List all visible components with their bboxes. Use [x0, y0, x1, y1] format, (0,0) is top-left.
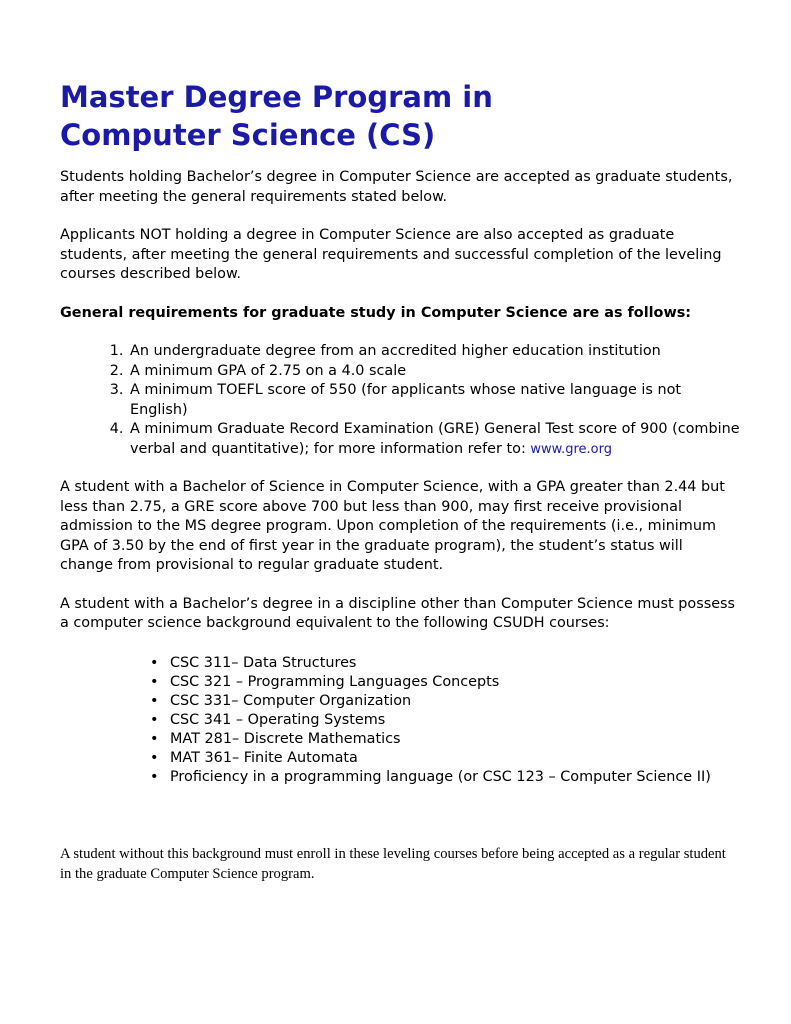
background-requirement-paragraph: A student with a Bachelor’s degree in a discipline other than Computer Science must possess a computer science background equivalent to the following CSUDH courses: — [60, 595, 736, 631]
leveling-courses-list — [60, 654, 740, 787]
requirement-item — [128, 342, 740, 362]
bullet-icon: • — [150, 654, 159, 671]
bullet-icon: • — [150, 711, 159, 728]
course-text: CSC 311– Data Structures — [170, 654, 357, 671]
document-body — [60, 78, 740, 884]
course-text: CSC 331– Computer Organization — [170, 692, 412, 709]
course-text: Proficiency in a programming language (or CSC 123 – Computer Science II) — [170, 768, 711, 785]
intro-paragraph-non-cs-degree: Applicants NOT holding a degree in Computer Science are also accepted as graduate students, after meeting the general requirements and successful completion of the leveling courses described below. — [60, 227, 722, 282]
page-title-line-2: Computer Science (CS) — [60, 118, 436, 152]
list-item — [150, 654, 740, 673]
requirement-item — [128, 362, 740, 382]
leveling-enrollment-paragraph: A student without this background must enroll in these leveling courses before being accepted as a regular student in the graduate Computer Science program. — [60, 845, 726, 882]
list-item — [150, 673, 740, 692]
bullet-icon: • — [150, 768, 159, 785]
provisional-admission-paragraph: A student with a Bachelor of Science in Computer Science, with a GPA greater than 2.44 but less than 2.75, a GRE score above 700 but less than 900, may first receive provisional admission to the MS degree program. Upon completion of the requirements (i.e., minimum GPA of 3.50 by the end of first year in the graduate program), the student’s status will change from provisional to regular graduate student. — [60, 479, 725, 573]
course-text: MAT 361– Finite Automata — [170, 749, 358, 766]
requirement-text: A minimum TOEFL score of 550 (for applicants whose native language is not English) — [130, 382, 682, 418]
requirement-item — [128, 381, 740, 420]
requirement-text: An undergraduate degree from an accredited higher education institution — [130, 343, 661, 359]
page-title-line-1: Master Degree Program in — [60, 80, 493, 114]
bullet-icon: • — [150, 673, 159, 690]
requirement-text: A minimum GPA of 2.75 on a 4.0 scale — [130, 362, 407, 379]
course-text: CSC 321 – Programming Languages Concepts — [170, 673, 500, 690]
intro-paragraph-cs-degree: Students holding Bachelor’s degree in Computer Science are accepted as graduate students, after meeting the general requirements stated below. — [60, 169, 733, 205]
requirements-heading: General requirements for graduate study in Computer Science are as follows: — [60, 304, 692, 321]
requirement-item — [128, 420, 740, 459]
course-text: CSC 341 – Operating Systems — [170, 711, 386, 728]
requirement-text: A minimum Graduate Record Examination (GRE) General Test score of 900 (combine verbal and quantitative); for more information refer to: — [130, 421, 740, 457]
bullet-icon: • — [150, 730, 159, 747]
gre-link[interactable]: www.gre.org — [530, 441, 612, 457]
list-item — [150, 692, 740, 711]
list-item — [150, 730, 740, 749]
bullet-icon: • — [150, 692, 159, 709]
list-item — [150, 768, 740, 787]
requirements-list — [60, 342, 740, 459]
course-text: MAT 281– Discrete Mathematics — [170, 730, 401, 747]
list-item — [150, 711, 740, 730]
page-title — [60, 78, 740, 154]
list-item — [150, 749, 740, 768]
bullet-icon: • — [150, 749, 159, 766]
